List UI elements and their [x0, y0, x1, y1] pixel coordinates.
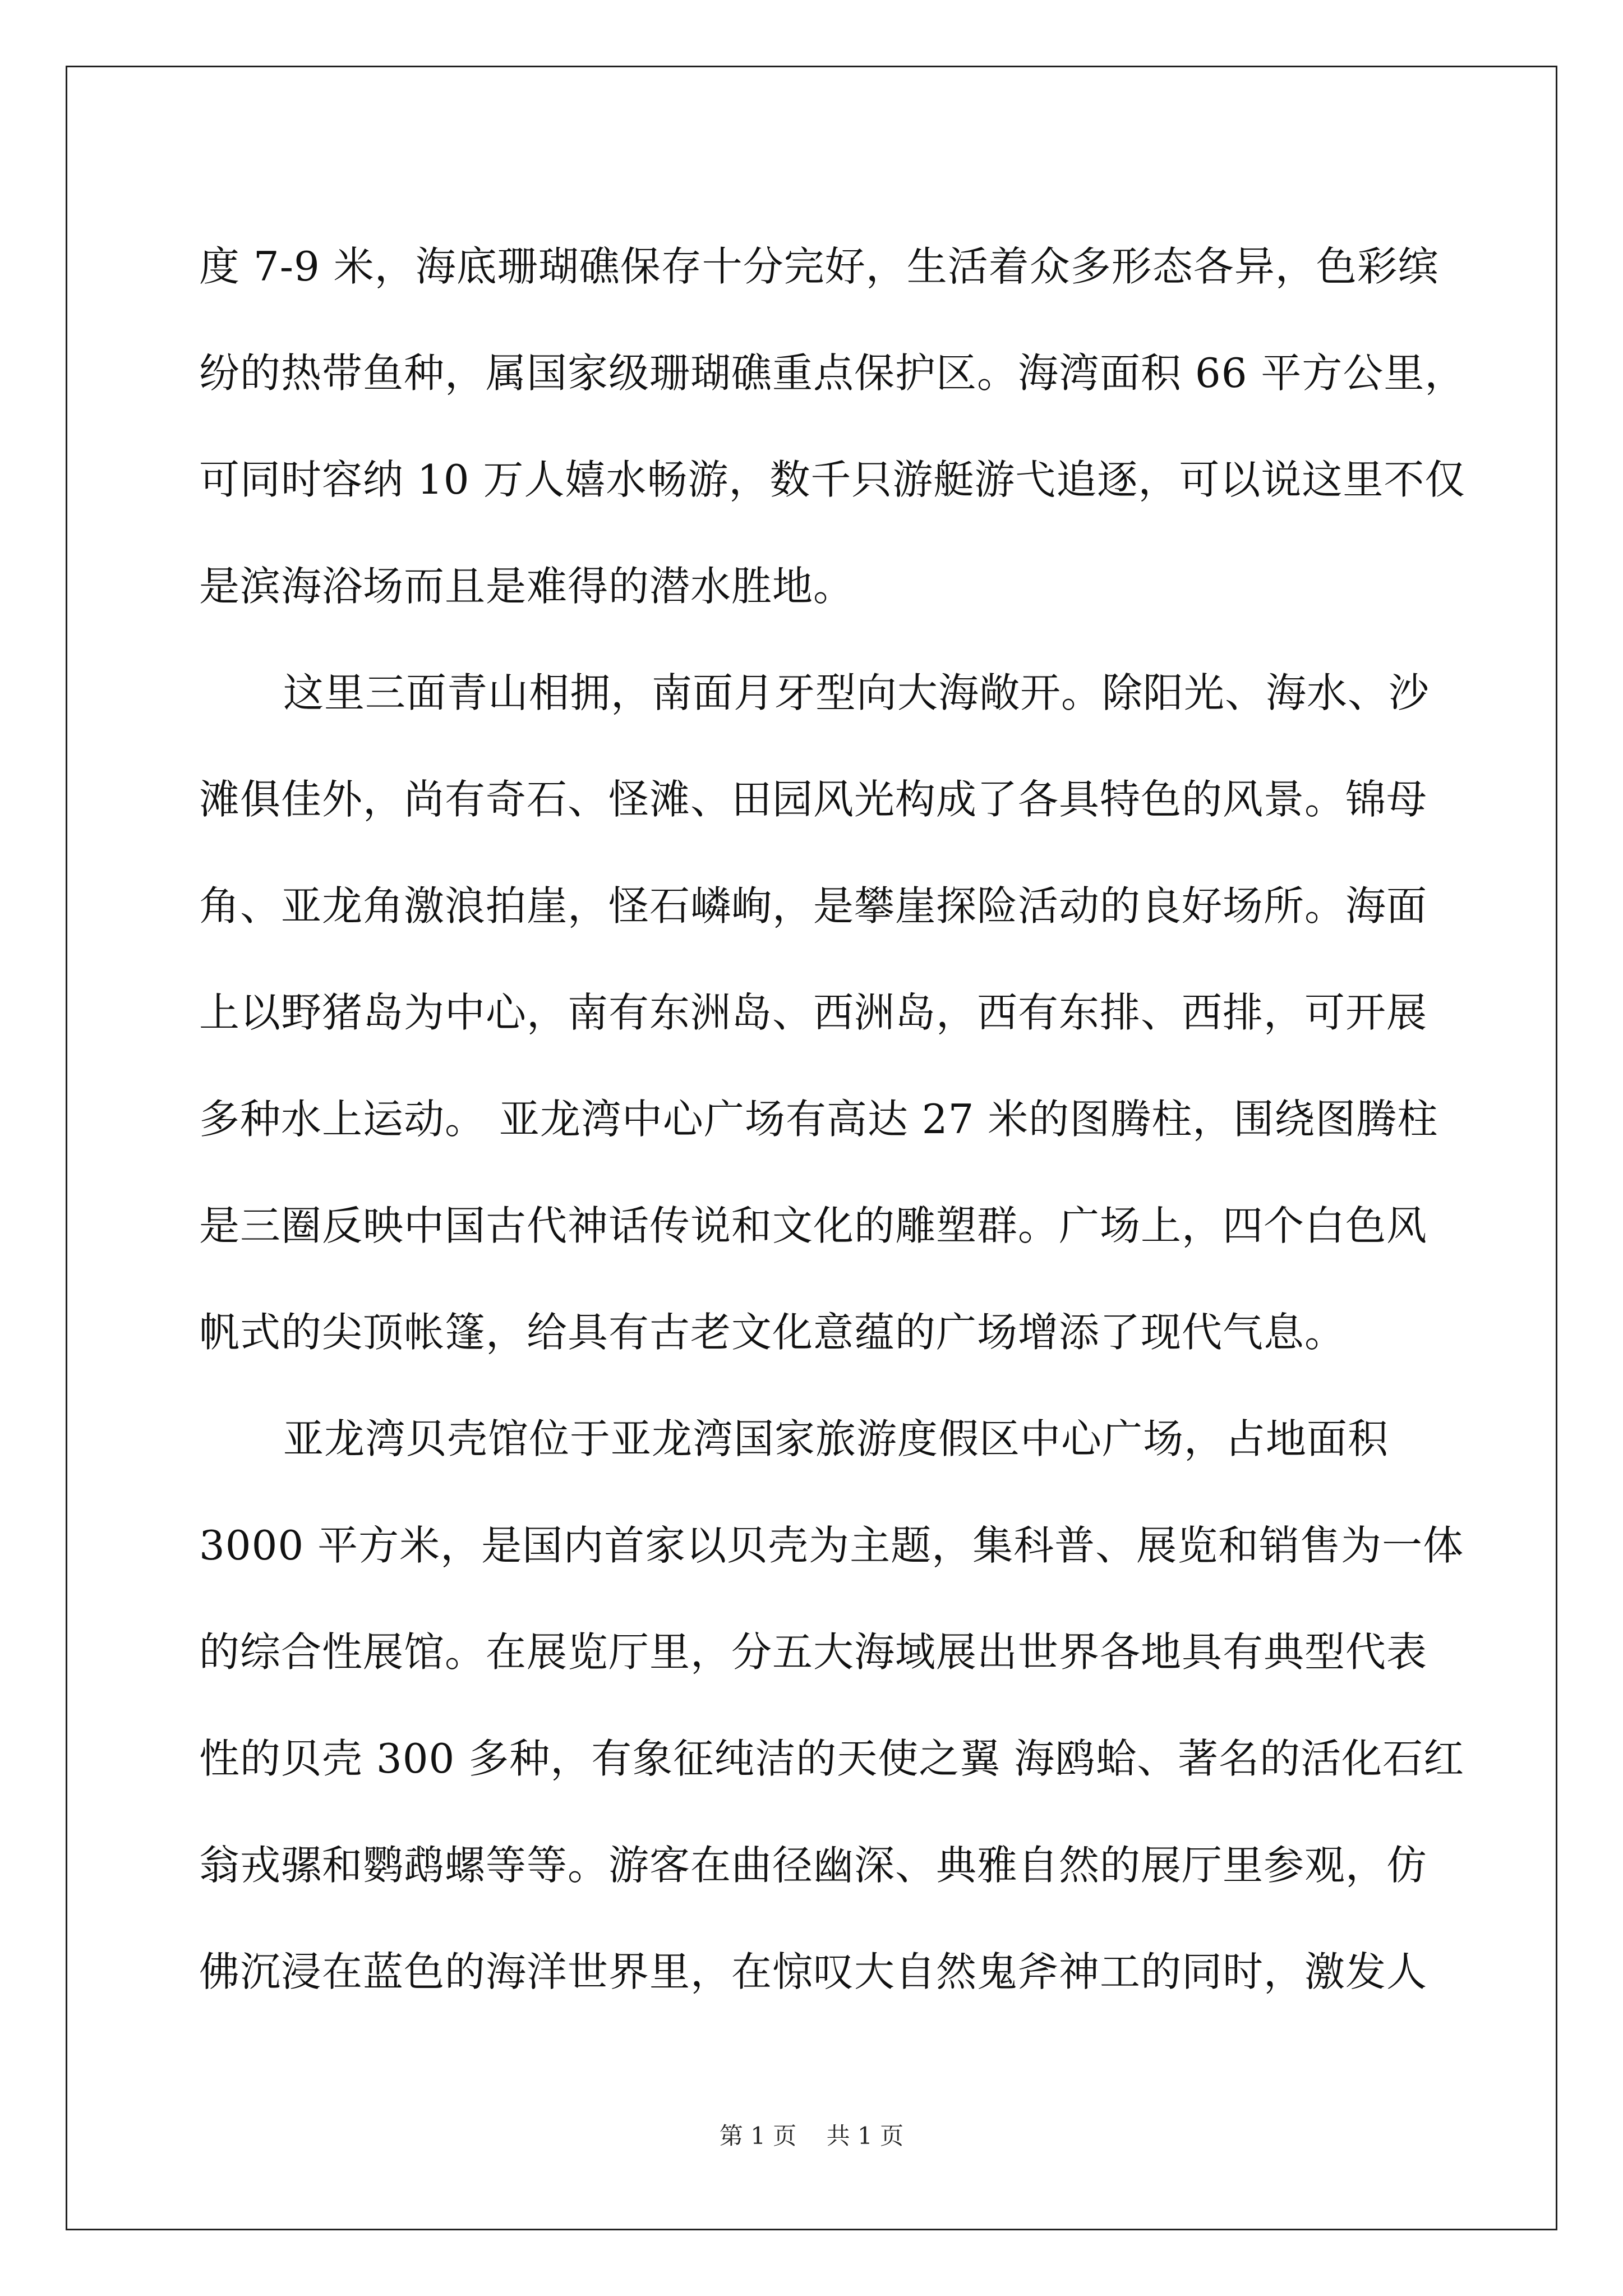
text-line: 滩俱佳外，尚有奇石、怪滩、田园风光构成了各具特色的风景。锦母 — [199, 776, 1428, 823]
page-total: 共 1 页 — [826, 2122, 904, 2150]
text-line: 上以野猪岛为中心，南有东洲岛、西洲岛，西有东排、西排，可开展 — [199, 989, 1428, 1036]
text-line: 是三圈反映中国古代神话传说和文化的雕塑群。广场上，四个白色风 — [199, 1202, 1428, 1249]
text-line: 多种水上运动。 亚龙湾中心广场有高达 27 米的图腾柱，围绕图腾柱 — [199, 1096, 1438, 1143]
paragraph-start-line: 亚龙湾贝壳馆位于亚龙湾国家旅游度假区中心广场，占地面积 — [283, 1415, 1389, 1462]
document-body — [199, 213, 1466, 2025]
page-footer — [0, 2118, 1623, 2151]
text-line: 度 7-9 米，海底珊瑚礁保存十分完好，生活着众多形态各异，色彩缤 — [199, 243, 1439, 290]
text-line: 可同时容纳 10 万人嬉水畅游，数千只游艇游弋追逐，可以说这里不仅 — [199, 456, 1466, 503]
text-line: 性的贝壳 300 多种，有象征纯洁的天使之翼 海鸥蛤、著名的活化石红 — [199, 1735, 1465, 1782]
text-line: 翁戎骡和鹦鹉螺等等。游客在曲径幽深、典雅自然的展厅里参观，仿 — [199, 1842, 1428, 1889]
page-number: 第 1 页 — [719, 2122, 797, 2150]
text-line: 角、亚龙角激浪拍崖，怪石嶙峋，是攀崖探险活动的良好场所。海面 — [199, 882, 1428, 930]
text-line: 的综合性展馆。在展览厅里，分五大海域展出世界各地具有典型代表 — [199, 1628, 1428, 1676]
text-line: 是滨海浴场而且是难得的潜水胜地。 — [199, 563, 855, 610]
paragraph-start-line: 这里三面青山相拥，南面月牙型向大海敞开。除阳光、海水、沙 — [283, 669, 1430, 716]
text-line: 3000 平方米，是国内首家以贝壳为主题，集科普、展览和销售为一体 — [199, 1522, 1464, 1569]
text-line: 帆式的尖顶帐篷，给具有古老文化意蕴的广场增添了现代气息。 — [199, 1309, 1346, 1356]
text-line: 佛沉浸在蓝色的海洋世界里，在惊叹大自然鬼斧神工的同时，激发人 — [199, 1948, 1428, 1995]
text-line: 纷的热带鱼种，属国家级珊瑚礁重点保护区。海湾面积 66 平方公里， — [199, 349, 1466, 397]
